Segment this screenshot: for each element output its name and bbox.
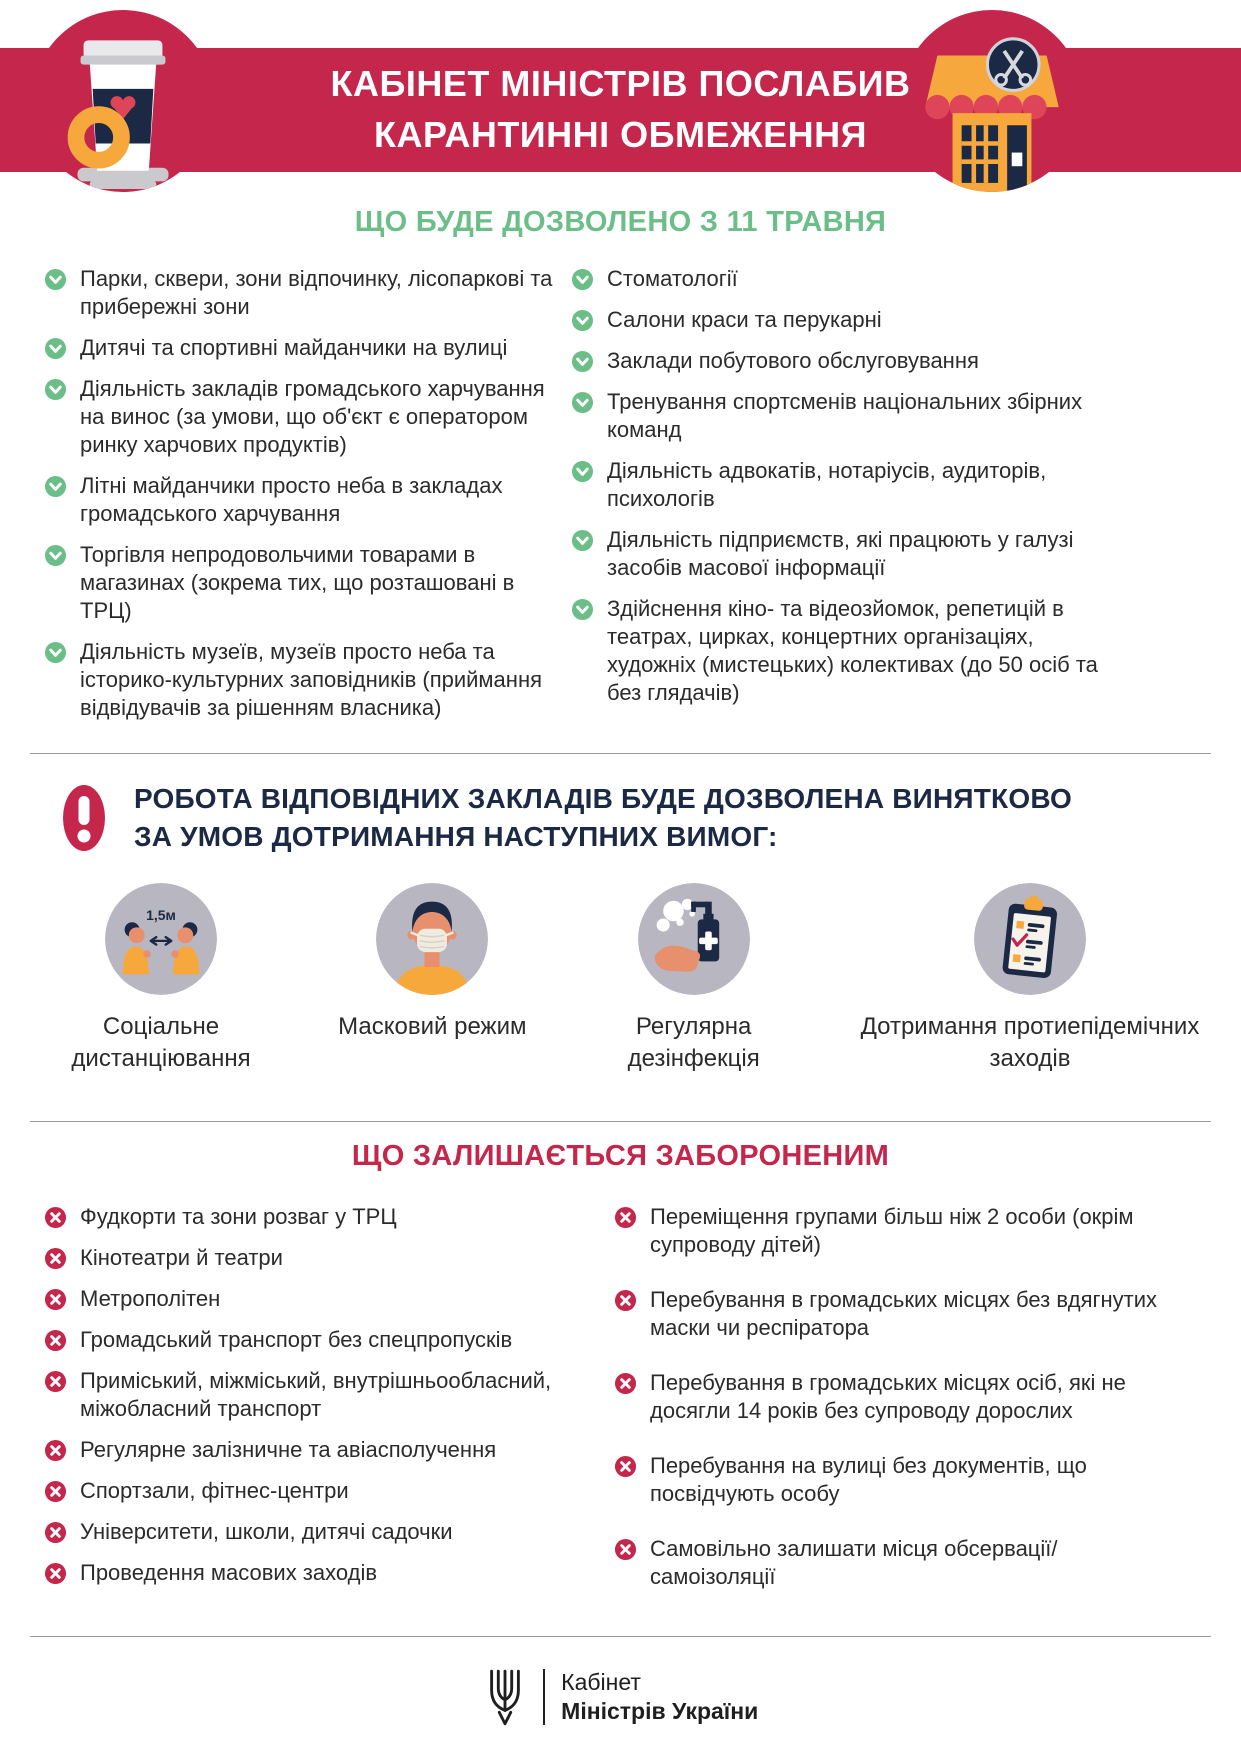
footer-org-line2: Міністрів України (561, 1697, 759, 1724)
requirement-label: Соціальне дистанціювання (71, 1013, 251, 1072)
prohibited-item-text: Перебування в громадських місцях без вдягнутих маски чи респіратора (650, 1286, 1158, 1340)
requirements-heading-line2: ЗА УМОВ ДОТРИМАННЯ НАСТУПНИХ ВИМОГ: (134, 820, 778, 852)
cross-icon (44, 1480, 67, 1503)
prohibited-list-item (44, 1244, 614, 1272)
prohibited-list-item (614, 1369, 1205, 1425)
prohibited-list-item (44, 1203, 614, 1231)
allowed-list-item (44, 334, 571, 362)
cross-icon (614, 1538, 637, 1561)
prohibited-item-text: Метрополітен (80, 1285, 221, 1311)
check-icon (44, 641, 67, 664)
allowed-item-text: Салони краси та перукарні (607, 307, 882, 332)
allowed-list-item (571, 388, 1205, 444)
allowed-item-text: Діяльність адвокатів, нотаріусів, аудиторів, психологів (607, 458, 1047, 511)
check-icon (44, 544, 67, 567)
check-icon (44, 268, 67, 291)
allowed-item-text: Тренування спортсменів національних збірних команд (607, 389, 1083, 442)
cross-icon (44, 1288, 67, 1311)
prohibited-item-text: Переміщення групами більш ніж 2 особи (окрім супроводу дітей) (650, 1203, 1134, 1257)
requirement-face-mask (332, 883, 532, 1075)
footer-org (561, 1668, 758, 1726)
prohibited-item-text: Університети, школи, дитячі садочки (80, 1518, 453, 1544)
prohibited-item-text: Перебування на вулиці без документів, що посвідчують особу (650, 1452, 1087, 1506)
requirement-label: Регулярна дезінфекція (627, 1013, 760, 1072)
prohibited-heading: ЩО ЗАЛИШАЄТЬСЯ ЗАБОРОНЕНИМ (351, 1139, 890, 1172)
check-icon (571, 391, 594, 414)
page-title-line1: КАБІНЕТ МІНІСТРІВ ПОСЛАБИВ (330, 63, 911, 104)
prohibited-item-text: Громадський транспорт без спецпропусків (80, 1326, 513, 1352)
requirements-heading-line1: РОБОТА ВІДПОВІДНИХ ЗАКЛАДІВ БУДЕ ДОЗВОЛЕНА ВИНЯТКОВО (134, 783, 1073, 814)
requirement-disinfection (579, 883, 809, 1075)
cross-icon (44, 1370, 67, 1393)
distance-label: 1,5м (146, 907, 176, 924)
allowed-item-text: Стоматології (607, 266, 738, 291)
check-icon (571, 598, 594, 621)
allowed-list-item (44, 638, 571, 722)
allowed-list-item (44, 541, 571, 625)
check-icon (44, 337, 67, 360)
requirement-social-distancing (36, 883, 286, 1075)
allowed-list-item (44, 472, 571, 528)
requirements-heading (134, 780, 1072, 855)
allowed-item-text: Парки, сквери, зони відпочинку, лісопаркові та прибережні зони (80, 266, 553, 319)
requirements-section (0, 772, 1241, 1075)
allowed-list-item (571, 347, 1205, 375)
footer-divider-bar (543, 1669, 546, 1725)
allowed-list-item (44, 265, 571, 321)
allowed-item-text: Діяльність музеїв, музеїв просто неба та історико-культурних заповідників (приймання відвідувачів за рішенням власника) (80, 639, 542, 720)
prohibited-list-item (614, 1535, 1205, 1591)
allowed-list-item (44, 375, 571, 459)
prohibited-list-item (614, 1203, 1205, 1259)
hand-sanitizer-icon (638, 883, 750, 995)
allowed-item-text: Здійснення кіно- та відеозйомок, репетицій в театрах, цирках, концертних організаціях, художніх (мистецьких) колективах (до 50 осіб та без глядачів) (607, 596, 1098, 705)
prohibited-section (0, 1140, 1241, 1618)
prohibited-item-text: Перебування в громадських місцях осіб, які не досягли 14 років без супроводу дорослих (650, 1369, 1126, 1423)
header-banner (0, 0, 1241, 202)
prohibited-list-item (44, 1285, 614, 1313)
cross-icon (44, 1206, 67, 1229)
check-icon (571, 350, 594, 373)
page-title (0, 58, 1241, 160)
prohibited-list-item (44, 1477, 614, 1505)
checklist-icon (974, 883, 1086, 995)
page-title-line2: КАРАНТИННІ ОБМЕЖЕННЯ (374, 114, 867, 156)
check-icon (571, 309, 594, 332)
requirement-label: Масковий режим (338, 1013, 527, 1041)
prohibited-list-left (44, 1203, 614, 1600)
prohibited-item-text: Фудкорти та зони розваг у ТРЦ (80, 1203, 397, 1229)
prohibited-item-text: Проведення масових заходів (80, 1559, 378, 1585)
section-divider (30, 753, 1211, 754)
cross-icon (44, 1439, 67, 1462)
allowed-list-item (571, 526, 1205, 582)
allowed-item-text: Торгівля непродовольчими товарами в магазинах (зокрема тих, що розташовані в ТРЦ) (80, 542, 515, 623)
exclamation-icon (62, 784, 106, 852)
allowed-list-item (571, 457, 1205, 513)
allowed-item-text: Діяльність закладів громадського харчування на винос (за умови, що об'єкт є оператором ринку харчових продуктів) (80, 376, 545, 457)
check-icon (44, 378, 67, 401)
allowed-heading: ЩО БУДЕ ДОЗВОЛЕНО З 11 ТРАВНЯ (354, 206, 887, 238)
prohibited-item-text: Кінотеатри й театри (80, 1244, 283, 1270)
prohibited-list-item (614, 1286, 1205, 1342)
requirements-row (0, 855, 1241, 1075)
cross-icon (44, 1329, 67, 1352)
cross-icon (44, 1562, 67, 1585)
check-icon (571, 460, 594, 483)
footer-org-line1: Кабінет (561, 1669, 641, 1696)
prohibited-columns (0, 1203, 1241, 1618)
prohibited-item-text: Приміський, міжміський, внутрішньообласний, міжобласний транспорт (80, 1367, 552, 1421)
requirement-epidemic-measures (855, 883, 1205, 1075)
social-distancing-icon (105, 883, 217, 995)
allowed-columns (0, 265, 1241, 735)
prohibited-list-item (44, 1518, 614, 1546)
requirement-label: Дотримання протиепідемічних заходів (860, 1013, 1200, 1072)
cross-icon (614, 1206, 637, 1229)
allowed-section (0, 206, 1241, 735)
cross-icon (44, 1247, 67, 1270)
prohibited-item-text: Спортзали, фітнес-центри (80, 1477, 349, 1503)
warning-banner (0, 772, 1241, 855)
check-icon (571, 268, 594, 291)
trident-logo-icon (483, 1667, 527, 1727)
prohibited-list-item (44, 1367, 614, 1423)
cross-icon (44, 1521, 67, 1544)
allowed-item-text: Діяльність підприємств, які працюють у галузі засобів масової інформації (607, 527, 1074, 580)
prohibited-item-text: Регулярне залізничне та авіасполучення (80, 1436, 497, 1462)
section-divider (30, 1121, 1211, 1122)
cross-icon (614, 1372, 637, 1395)
cross-icon (614, 1455, 637, 1478)
prohibited-list-item (44, 1559, 614, 1587)
allowed-list-item (571, 595, 1205, 707)
prohibited-list-item (614, 1452, 1205, 1508)
allowed-item-text: Заклади побутового обслуговування (607, 348, 979, 373)
check-icon (571, 529, 594, 552)
check-icon (44, 475, 67, 498)
footer-divider (30, 1636, 1211, 1637)
allowed-item-text: Дитячі та спортивні майданчики на вулиці (80, 335, 508, 360)
allowed-list-item (571, 265, 1205, 293)
allowed-list-item (571, 306, 1205, 334)
allowed-item-text: Літні майданчики просто неба в закладах громадського харчування (80, 473, 503, 526)
prohibited-list-right (614, 1203, 1205, 1618)
allowed-list-left (44, 265, 571, 735)
prohibited-list-item (44, 1436, 614, 1464)
prohibited-item-text: Самовільно залишати місця обсервації/самоізоляції (650, 1535, 1058, 1589)
prohibited-list-item (44, 1326, 614, 1354)
cross-icon (614, 1289, 637, 1312)
face-mask-icon (376, 883, 488, 995)
allowed-list-right (571, 265, 1205, 720)
footer (0, 1655, 1241, 1727)
